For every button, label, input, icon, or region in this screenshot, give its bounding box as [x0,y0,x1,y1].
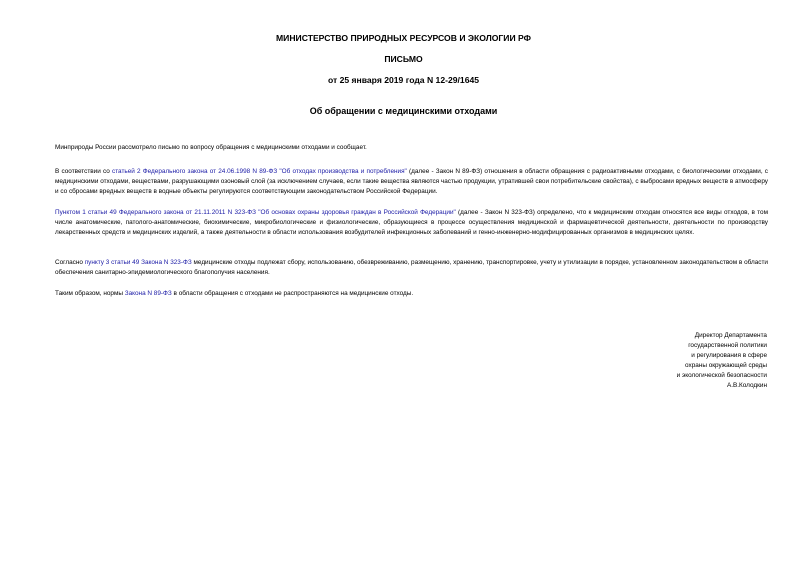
paragraph-intro [55,143,768,153]
paragraph-medical-waste-before: Согласно [55,259,85,266]
signature-line: охраны окружающей среды [685,361,767,369]
signature-line: и экологической безопасности [676,371,767,379]
signature-line: государственной политики [688,341,767,349]
link-article-2-law-89[interactable]: статьей 2 Федерального закона от 24.06.1998 N 89-ФЗ "Об отходах производства и потребления" [112,168,407,175]
paragraph-law-323-after: (далее - Закон N 323-ФЗ) определено, что к медицинским отходам относятся все виды отходов, в том числе анатомические, патолого-анатомические, биохимические, микробиологические и физиологические, образующиеся в процессе осуществления медицинской и фармацевтической деятельности, деятельности по производству лекарственных средств и медицинских изделий, а также деятельности в области использования возбудителей инфекционных заболеваний и генно-инженерно-модифицированных организмов в медицинских целях. [55,209,768,236]
signature-line: и регулирования в сфере [691,351,767,359]
paragraph-law-89-before: В соответствии со [55,168,112,175]
paragraph-law-323 [55,208,768,237]
ministry-title: МИНИСТЕРСТВО ПРИРОДНЫХ РЕСУРСОВ И ЭКОЛОГИИ РФ [275,33,532,43]
link-point-3-article-49[interactable]: пункту 3 статьи 49 Закона N 323-ФЗ [84,259,192,266]
paragraph-conclusion-before: Таким образом, нормы [55,290,125,297]
paragraph-conclusion-after: в области обращения с отходами не распространяются на медицинские отходы. [171,290,414,297]
paragraph-law-89-after: (далее - Закон N 89-ФЗ) отношения в области обращения с радиоактивными отходами, с биологическими отходами, с медицинскими отходами, веществами, разрушающими озоновый слой (за исключением случаев, если такие вещества являются частью продукции, утратившей свои потребительские свойства), с выбросами вредных веществ в атмосферу и со сбросами вредных веществ в водные объекты регулируются соответствующим законодательством Российской Федерации. [55,168,768,195]
paragraph-medical-waste-handling [55,258,768,278]
signature-line: Директор Департамента [694,332,767,339]
document-type: ПИСЬМО [384,54,423,64]
link-article-49-law-323[interactable]: Пунктом 1 статьи 49 Федерального закона от 21.11.2011 N 323-ФЗ "Об основах охраны здоровья граждан в Российской Федерации" [55,209,456,216]
signature-block [677,331,767,390]
paragraph-law-89 [55,167,768,196]
paragraph-intro-text: Минприроды России рассмотрело письмо по вопросу обращения с медицинскими отходами и сообщает. [55,144,367,151]
paragraph-conclusion [55,289,768,299]
paragraph-medical-waste-after: медицинские отходы подлежат сбору, использованию, обезвреживанию, размещению, хранению, транспортировке, учету и утилизации в порядке, установленном законодательством в области обеспечения санитарно-эпидемиологического благополучия населения. [55,259,768,276]
document-subject: Об обращении с медицинскими отходами [309,106,498,116]
document-date-number: от 25 января 2019 года N 12-29/1645 [327,75,480,85]
signatory-name: А.В.Колодкин [726,381,767,389]
link-law-89[interactable]: Закона N 89-ФЗ [124,290,172,297]
